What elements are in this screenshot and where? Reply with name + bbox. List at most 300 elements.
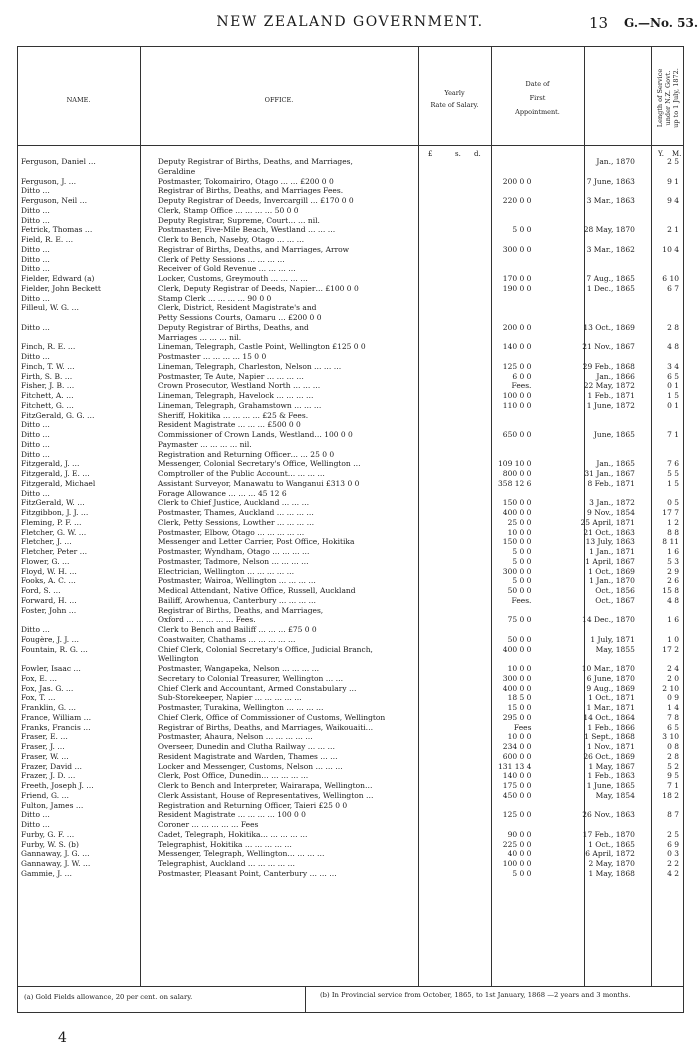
- first-appointment-date: Jan., 1870: [596, 157, 635, 166]
- table-row: [17, 742, 684, 752]
- table-row: [17, 723, 684, 733]
- officer-office: Coastwaiter, Chathams … … … … …: [157, 634, 296, 644]
- officer-office: Locker, Customs, Greymouth … … … …: [157, 274, 308, 283]
- service-length: 18 2: [662, 790, 679, 800]
- table-row: [17, 840, 684, 850]
- officer-office: Oxford … … … … … Fees.: [157, 615, 256, 625]
- officer-office: Clerk, Post Office, Dunedin… … … … …: [157, 771, 309, 781]
- table-row: [17, 547, 684, 557]
- first-appointment-date: [537, 167, 640, 177]
- officer-office: Messenger, Telegraph, Wellington… … … …: [157, 849, 325, 859]
- yearly-salary: 100 0 0: [502, 391, 532, 400]
- first-appointment-date: Oct., 1867: [595, 595, 635, 605]
- officer-name: Ditto …: [21, 820, 50, 829]
- yearly-salary: 100 0 0: [502, 859, 532, 868]
- first-appointment-date: 3 Mar., 1862: [586, 244, 635, 254]
- first-appointment-date: 14 Dec., 1870: [582, 615, 635, 625]
- officer-name: Fountain, R. G. …: [21, 644, 88, 654]
- officer-name: Franks, Francis …: [21, 722, 91, 732]
- yearly-salary: 295 0 0: [502, 712, 532, 722]
- table-row: [17, 323, 684, 333]
- header-rule: [17, 145, 684, 146]
- officer-name: Fulton, James …: [21, 800, 84, 810]
- officer-name: Fielder, Edward (a): [21, 274, 95, 283]
- service-length: 2 5: [667, 157, 679, 166]
- unit-pounds: £: [428, 150, 433, 158]
- officer-name: Fox, E. …: [21, 673, 58, 683]
- table-row: [17, 635, 684, 645]
- first-appointment-date: [537, 186, 640, 196]
- service-length: 15 8: [662, 586, 679, 595]
- table-row: [17, 849, 684, 859]
- yearly-salary: [458, 167, 538, 177]
- first-appointment-date: 9 Nov., 1854: [587, 508, 635, 517]
- table-row: [17, 684, 684, 694]
- officer-office: Messenger, Colonial Secretary's Office, Wellington …: [157, 459, 361, 469]
- yearly-salary: 5 0 0: [512, 868, 532, 878]
- yearly-salary: 15 0 0: [507, 703, 532, 712]
- first-appointment-date: 7 Aug., 1865: [586, 274, 635, 283]
- table-row: [17, 859, 684, 869]
- table-row: [17, 518, 684, 528]
- officer-office: Electrician, Wellington … … … … …: [157, 566, 295, 576]
- officer-name: Gannaway, J. W. …: [21, 859, 91, 868]
- officer-office: Clerk Assistant, House of Representatives, Wellington …: [157, 790, 374, 800]
- service-length: 0 1: [667, 381, 679, 391]
- officer-office: Assistant Surveyor, Manawatu to Wanganui £313 0 0: [157, 478, 360, 488]
- yearly-salary: [458, 606, 538, 616]
- first-appointment-date: 17 Feb., 1870: [582, 829, 635, 839]
- officer-office: Medical Attendant, Native Office, Russell, Auckland: [157, 586, 356, 595]
- service-length: 0 1: [667, 400, 679, 410]
- yearly-salary: 358 12 6: [498, 478, 532, 488]
- table-row: [17, 693, 684, 703]
- yearly-salary: [458, 654, 538, 664]
- officer-name: Fitchett, A. …: [21, 391, 74, 400]
- service-length: 2 8: [667, 751, 679, 761]
- table-row: [17, 450, 684, 460]
- officer-name: Foster, John …: [21, 605, 77, 615]
- officer-office: Paymaster … … … … nil.: [157, 439, 252, 449]
- service-length: 8 8: [667, 527, 679, 537]
- table-row: [17, 459, 684, 469]
- first-appointment-date: 13 July, 1863: [585, 537, 635, 547]
- first-appointment-date: 1 Oct., 1871: [588, 693, 635, 703]
- yearly-salary: 220 0 0: [502, 196, 532, 205]
- page-title: NEW ZEALAND GOVERNMENT.: [216, 14, 484, 30]
- footnote-rule: [17, 986, 684, 987]
- officer-name: Ditto …: [21, 430, 50, 439]
- table-row: [17, 245, 684, 255]
- first-appointment-date: 1 June, 1872: [586, 400, 635, 410]
- first-appointment-date: [537, 235, 640, 245]
- officer-name: Fitzgibbon, J. J. …: [21, 508, 89, 517]
- yearly-salary: [458, 450, 538, 460]
- table-row: [17, 567, 684, 577]
- yearly-salary: 50 0 0: [507, 586, 532, 595]
- column-header-service: [651, 52, 685, 144]
- first-appointment-date: [537, 216, 640, 226]
- first-appointment-date: 1 Jan., 1871: [589, 547, 635, 556]
- table-row: [17, 791, 684, 801]
- service-length: 7 1: [667, 430, 679, 439]
- table-row: [17, 528, 684, 538]
- yearly-salary: [458, 313, 538, 323]
- yearly-salary: [458, 625, 538, 635]
- service-length: 17 2: [662, 644, 679, 654]
- officer-name: Ferguson, Neil …: [21, 196, 88, 205]
- table-row: [17, 498, 684, 508]
- first-appointment-date: 1 Sept., 1868: [584, 732, 635, 742]
- officer-name: Fitchett, G. …: [21, 400, 74, 410]
- first-appointment-date: 22 May, 1872: [583, 381, 635, 391]
- service-length: [641, 352, 684, 362]
- first-appointment-date: 1 July, 1871: [590, 634, 635, 644]
- officer-name: Finch, T. W. …: [21, 361, 75, 371]
- service-length: 7 1: [667, 781, 679, 790]
- officer-office: Deputy Registrar of Births, Deaths, and: [157, 322, 309, 332]
- officer-name: Fielder, John Beckett: [21, 283, 101, 293]
- yearly-salary: 450 0 0: [502, 790, 532, 800]
- first-appointment-date: 1 Oct., 1869: [588, 566, 635, 576]
- service-length: 6 10: [662, 274, 679, 283]
- table-row: [17, 342, 684, 352]
- service-length: [641, 440, 684, 450]
- first-appointment-date: [537, 625, 640, 635]
- officer-office: Locker and Messenger, Customs, Nelson … … …: [157, 761, 343, 771]
- first-appointment-date: 26 Oct., 1869: [583, 751, 635, 761]
- officer-name: Franklin, G. …: [21, 703, 77, 712]
- column-header-yearly: Yearly: [444, 89, 465, 97]
- first-appointment-date: [537, 820, 640, 830]
- service-length: 0 9: [667, 693, 679, 703]
- yearly-salary: 75 0 0: [507, 615, 532, 625]
- yearly-salary: 5 0 0: [512, 576, 532, 586]
- service-length: 5 3: [667, 556, 679, 566]
- table-row: [17, 801, 684, 811]
- first-appointment-date: May, 1855: [595, 644, 635, 654]
- first-appointment-date: 28 May, 1870: [583, 225, 635, 235]
- service-length: 2 5: [667, 829, 679, 839]
- service-length: 9 4: [667, 196, 679, 205]
- service-length: 2 6: [667, 576, 679, 586]
- officer-office: Geraldine: [157, 166, 196, 176]
- service-length: 7 8: [667, 712, 679, 722]
- table-row: [17, 206, 684, 216]
- yearly-salary: 650 0 0: [502, 430, 532, 439]
- officer-office: Chief Clerk, Office of Commissioner of Customs, Wellington: [157, 712, 386, 722]
- officer-name: Finch, R. E. …: [21, 342, 76, 352]
- yearly-salary: 225 0 0: [502, 839, 532, 849]
- yearly-salary: Fees: [513, 722, 532, 732]
- first-appointment-date: [537, 255, 640, 265]
- officer-office: Lineman, Telegraph, Havelock … … … …: [157, 391, 314, 400]
- first-appointment-date: 1 Oct., 1865: [588, 839, 635, 849]
- table-row: [17, 537, 684, 547]
- service-length: [641, 206, 684, 216]
- officer-name: Ditto …: [21, 186, 50, 196]
- service-length: 0 3: [667, 849, 679, 859]
- table-row: [17, 479, 684, 489]
- yearly-salary: 5 0 0: [512, 547, 532, 556]
- officer-name: Field, R. E. …: [21, 235, 74, 244]
- table-row: [17, 333, 684, 343]
- table-row: [17, 440, 684, 450]
- service-length: [641, 654, 684, 664]
- officer-office: Clerk, Deputy Registrar of Deeds, Napier… £100 0 0: [157, 283, 359, 293]
- officer-name: Ditto …: [21, 215, 50, 225]
- service-length: [641, 186, 684, 196]
- table-row: [17, 391, 684, 401]
- table-row: [17, 752, 684, 762]
- yearly-salary: [458, 801, 538, 811]
- column-header-name: NAME.: [66, 96, 91, 104]
- officer-name: Fetrick, Thomas …: [21, 225, 93, 235]
- yearly-salary: Fees.: [511, 381, 532, 391]
- first-appointment-date: 29 Feb., 1868: [582, 361, 635, 371]
- service-length: 2 4: [667, 664, 679, 673]
- officer-office: Lineman, Telegraph, Charleston, Nelson … … …: [157, 361, 342, 371]
- yearly-salary: [458, 294, 538, 304]
- officer-name: Ditto …: [21, 352, 50, 361]
- table-row: [17, 586, 684, 596]
- service-length: 2 9: [667, 566, 679, 576]
- yearly-salary: Fees.: [511, 595, 532, 605]
- yearly-salary: 400 0 0: [502, 508, 532, 517]
- yearly-salary: 125 0 0: [502, 810, 532, 820]
- first-appointment-date: 21 Nov., 1867: [582, 342, 635, 352]
- officer-office: Lineman, Telegraph, Grahamstown … … …: [157, 400, 322, 410]
- column-header-appointment: Appointment.: [515, 108, 560, 116]
- officer-office: Secretary to Colonial Treasurer, Wellington … …: [157, 673, 344, 683]
- service-length: 8 11: [662, 537, 679, 547]
- service-length: 2 1: [667, 225, 679, 235]
- service-length: 6 5: [667, 371, 679, 381]
- officer-name: Friend, G. …: [21, 790, 70, 800]
- table-row: [17, 430, 684, 440]
- first-appointment-date: 1 Mar., 1871: [586, 703, 635, 712]
- service-length: 0 5: [667, 498, 679, 508]
- table-row: [17, 294, 684, 304]
- officer-name: [17, 167, 154, 177]
- table-row: [17, 508, 684, 518]
- first-appointment-date: [537, 294, 640, 304]
- officer-name: Ford, S. …: [21, 586, 61, 595]
- officer-name: Ditto …: [21, 254, 50, 264]
- first-appointment-date: Jan., 1865: [596, 459, 635, 469]
- yearly-salary: 131 13 4: [498, 761, 532, 771]
- table-row: [17, 732, 684, 742]
- yearly-salary: 6 0 0: [512, 371, 532, 381]
- officer-office: Messenger and Letter Carrier, Post Office, Hokitika: [157, 537, 355, 547]
- first-appointment-date: [537, 303, 640, 313]
- table-row: [17, 313, 684, 323]
- table-row: [17, 255, 684, 265]
- first-appointment-date: 14 Oct., 1864: [583, 712, 635, 722]
- officer-office: Cadet, Telegraph, Hokitika… … … … …: [157, 829, 308, 839]
- first-appointment-date: [537, 489, 640, 499]
- officer-office: Deputy Registrar of Births, Deaths, and Marriages,: [157, 157, 353, 166]
- first-appointment-date: 3 Mar., 1863: [586, 196, 635, 205]
- first-appointment-date: 10 Mar., 1870: [581, 664, 635, 673]
- yearly-salary: 600 0 0: [502, 751, 532, 761]
- officer-name: Firth, S. B. …: [21, 371, 73, 381]
- yearly-salary: 5 0 0: [512, 556, 532, 566]
- first-appointment-date: [537, 411, 640, 421]
- table-row: [17, 264, 684, 274]
- officer-office: Sub-Storekeeper, Napier … … … … …: [157, 693, 302, 703]
- service-length: 6 9: [667, 839, 679, 849]
- first-appointment-date: 31 Jan., 1867: [584, 469, 635, 478]
- officer-name: Ditto …: [21, 420, 50, 430]
- table-row: [17, 762, 684, 772]
- officer-name: Ditto …: [21, 244, 50, 254]
- footnote-a: (a) Gold Fields allowance, 20 per cent. on salary.: [24, 993, 193, 1001]
- service-length: 17 7: [662, 508, 679, 517]
- first-appointment-date: 26 Nov., 1863: [582, 810, 635, 820]
- table-row: [17, 606, 684, 616]
- yearly-salary: 234 0 0: [502, 742, 532, 751]
- table-row: [17, 196, 684, 206]
- first-appointment-date: 7 June, 1863: [586, 176, 635, 186]
- first-appointment-date: [537, 440, 640, 450]
- table-row: [17, 362, 684, 372]
- service-length: 2 10: [662, 683, 679, 693]
- service-length: [641, 606, 684, 616]
- first-appointment-date: 1 Feb., 1871: [587, 391, 635, 400]
- yearly-salary: 18 5 0: [507, 693, 532, 703]
- first-appointment-date: Jan., 1866: [596, 371, 635, 381]
- officer-office: Postmaster, Wairoa, Wellington … … … …: [157, 576, 316, 586]
- officer-name: Fraser, J. …: [21, 742, 65, 751]
- first-appointment-date: 1 Feb., 1866: [587, 722, 635, 732]
- officer-name: Ditto …: [21, 449, 50, 459]
- yearly-salary: 125 0 0: [502, 361, 532, 371]
- yearly-salary: 300 0 0: [502, 566, 532, 576]
- yearly-salary: [458, 157, 538, 167]
- first-appointment-date: June, 1865: [593, 430, 635, 439]
- officer-office: Clerk to Bench, Naseby, Otago … … …: [157, 235, 305, 244]
- column-header-rate: Rate of Salary.: [430, 101, 479, 109]
- service-length: 3 4: [667, 361, 679, 371]
- yearly-salary: 10 0 0: [507, 664, 532, 673]
- yearly-salary: 90 0 0: [507, 829, 532, 839]
- service-length: 9 1: [667, 176, 679, 186]
- officer-name: Ferguson, J. …: [21, 176, 77, 186]
- first-appointment-date: 1 April, 1867: [585, 556, 635, 566]
- yearly-salary: 140 0 0: [502, 342, 532, 352]
- yearly-salary: 40 0 0: [507, 849, 532, 859]
- officer-office: Resident Magistrate … … … … 100 0 0: [157, 810, 306, 820]
- service-length: 1 5: [667, 391, 679, 400]
- officer-name: Filleul, W. G. …: [21, 303, 79, 313]
- officer-office: Registrar of Births, Deaths, and Marriages, Waikouaiti…: [157, 722, 374, 732]
- yearly-salary: [458, 411, 538, 421]
- table-row: [17, 615, 684, 625]
- table-row: [17, 372, 684, 382]
- unit-months: M.: [672, 150, 682, 158]
- officer-name: Fox, Jas. G. …: [21, 683, 74, 693]
- officer-name: Gannaway, J. G. …: [21, 849, 90, 859]
- service-length: 1 0: [667, 634, 679, 644]
- table-row: [17, 830, 684, 840]
- service-length: 4 8: [667, 342, 679, 352]
- officer-office: Clerk, District, Resident Magistrate's and: [157, 303, 317, 313]
- first-appointment-date: [537, 450, 640, 460]
- column-header-first: First: [529, 94, 546, 102]
- unit-pence: d.: [474, 150, 481, 158]
- officer-office: Deputy Registrar, Supreme, Court… … nil.: [157, 215, 320, 225]
- officer-office: Postmaster, Elbow, Otago … … … … …: [157, 527, 305, 537]
- service-length: 1 6: [667, 615, 679, 625]
- yearly-salary: 800 0 0: [502, 469, 532, 478]
- yearly-salary: 400 0 0: [502, 644, 532, 654]
- service-length: 4 8: [667, 595, 679, 605]
- officer-name: FitzGerald, G. G. …: [21, 410, 95, 420]
- service-length: 2 0: [667, 673, 679, 683]
- table-row: [17, 274, 684, 284]
- table-row: [17, 674, 684, 684]
- officer-name: Fougère, J. J. …: [21, 634, 80, 644]
- footnote-b: (b) In Provincial service from October, 1865, to 1st January, 1868 —2 years and 3 months.: [320, 991, 631, 999]
- officer-office: Postmaster, Tadmore, Nelson … … … …: [157, 556, 309, 566]
- officer-office: Postmaster, Tokomairiro, Otago … … £200 0 0: [157, 176, 334, 186]
- officer-office: Registrar of Births, Deaths, and Marriages,: [157, 605, 324, 615]
- table-row: [17, 489, 684, 499]
- officer-name: Ditto …: [21, 264, 50, 274]
- service-length: 9 5: [667, 771, 679, 781]
- yearly-salary: 300 0 0: [502, 673, 532, 683]
- officer-office: Overseer, Dunedin and Clutha Railway … … …: [157, 742, 336, 751]
- first-appointment-date: 3 Jan., 1872: [589, 498, 635, 508]
- table-row: [17, 469, 684, 479]
- table-row: [17, 703, 684, 713]
- officer-office: Registrar of Births, Deaths, and Marriages Fees.: [157, 186, 344, 196]
- officer-office: Crown Prosecutor, Westland North … … …: [157, 381, 321, 391]
- table-row: [17, 713, 684, 723]
- officer-office: Postmaster, Ahaura, Nelson … … … … …: [157, 732, 313, 742]
- service-length: 7 6: [667, 459, 679, 469]
- officer-office: Postmaster, Wyndham, Otago … … … …: [157, 547, 310, 556]
- table-row: [17, 820, 684, 830]
- table-row: [17, 654, 684, 664]
- table-row: [17, 810, 684, 820]
- yearly-salary: 190 0 0: [502, 283, 532, 293]
- service-length: 2 8: [667, 322, 679, 332]
- first-appointment-date: [537, 352, 640, 362]
- service-header-line-2: under N.Z. Govt.: [664, 70, 672, 126]
- officer-office: Forage Allowance … … … 45 12 6: [157, 488, 287, 498]
- first-appointment-date: 25 April, 1871: [580, 517, 635, 527]
- first-appointment-date: 9 Aug., 1869: [586, 683, 635, 693]
- officer-name: [17, 333, 154, 343]
- yearly-salary: 150 0 0: [502, 498, 532, 508]
- table-row: [17, 167, 684, 177]
- unit-shillings: s.: [455, 150, 461, 158]
- officer-name: Frazer, David …: [21, 761, 82, 771]
- yearly-salary: [458, 255, 538, 265]
- first-appointment-date: 1 Dec., 1865: [586, 283, 635, 293]
- yearly-salary: 175 0 0: [502, 781, 532, 790]
- first-appointment-date: 6 June, 1870: [586, 673, 635, 683]
- service-length: [641, 303, 684, 313]
- service-length: [641, 333, 684, 343]
- service-length: 0 8: [667, 742, 679, 751]
- officer-name: Fitzgerald, J. …: [21, 459, 80, 469]
- first-appointment-date: 1 May, 1868: [588, 868, 635, 878]
- document-code: G.—No. 53.: [624, 16, 698, 30]
- yearly-salary: 5 0 0: [512, 225, 532, 235]
